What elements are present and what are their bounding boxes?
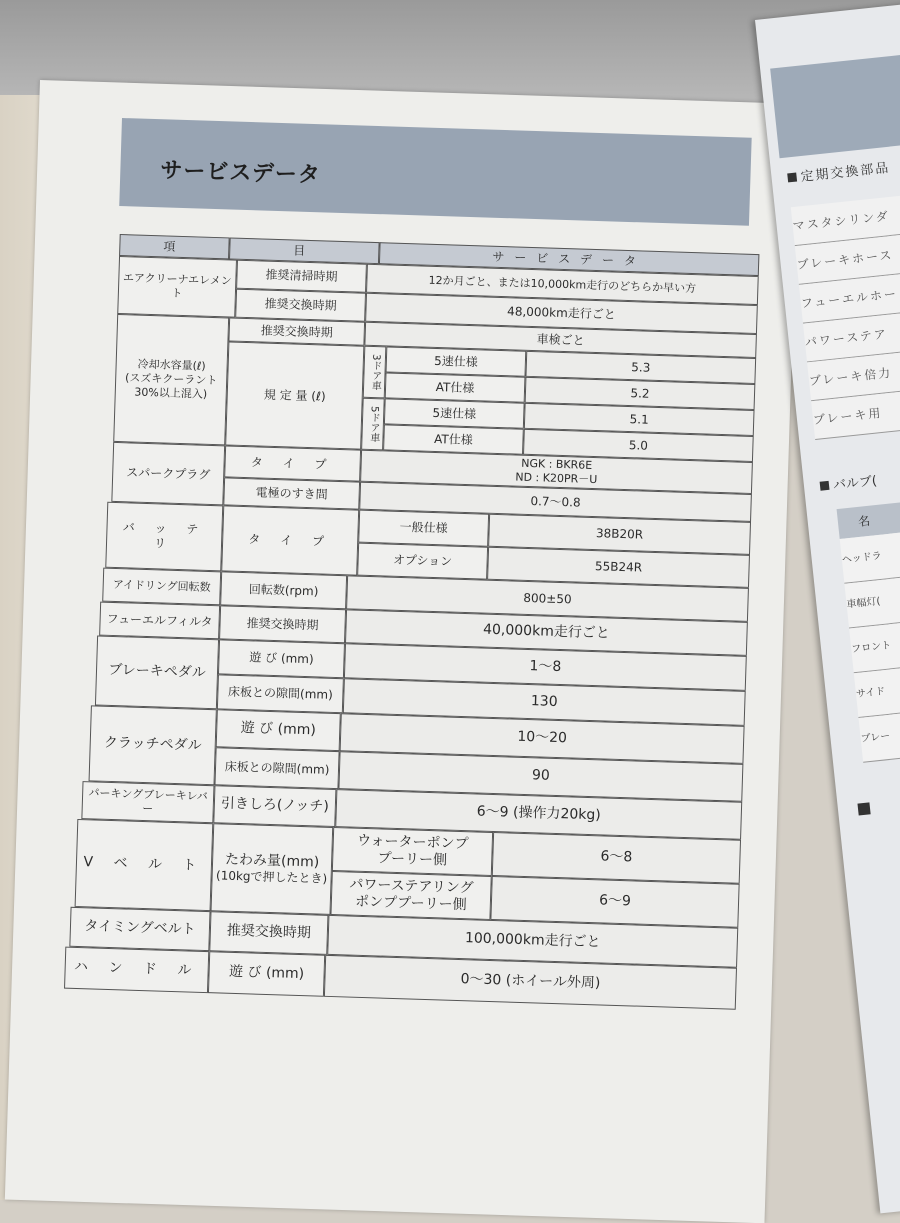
v-belt-ps-value: 6～9 <box>490 876 739 928</box>
v-belt-wp-label <box>332 827 493 876</box>
coolant-replace-value: 車検ごと <box>364 322 757 358</box>
table-row: ブレー <box>859 705 900 762</box>
parking-brake-value: 6～9 (操作力20kg) <box>335 789 742 840</box>
spark-plug-type-value2: ND : K20PR－U <box>515 470 598 487</box>
v-belt-sub-label <box>211 823 334 915</box>
header-item2: 目 <box>229 237 380 264</box>
coolant-label-line1: 冷却水容量(ℓ) <box>137 357 206 374</box>
table-row: ヘッドラ <box>840 526 900 583</box>
coolant-3door <box>363 346 387 399</box>
coolant-5door <box>361 398 385 451</box>
clutch-pedal-floor-value: 90 <box>338 751 743 802</box>
steering-sub-label: 遊 び (mm) <box>208 951 325 997</box>
row-label-air-cleaner: エアクリーナエレメント <box>117 256 237 318</box>
list-item: ブレーキホース <box>795 231 900 284</box>
coolant-3door-mt-label: 5速仕様 <box>386 346 527 376</box>
spark-plug-gap-label: 電極のすき間 <box>223 477 360 509</box>
coolant-5door-at-value: 5.0 <box>523 429 754 462</box>
fuel-filter-sub-label: 推奨交換時期 <box>219 605 346 643</box>
coolant-5door-text: 5ドア車 <box>367 405 380 443</box>
v-belt-sub-line1: たわみ量(mm) <box>224 851 320 871</box>
coolant-3door-text: 3ドア車 <box>369 353 382 391</box>
row-label-steering: ハ ン ド ル <box>64 947 209 994</box>
page-title: サービスデータ <box>159 158 322 189</box>
brake-pedal-play-label: 遊 び (mm) <box>218 639 345 678</box>
spark-plug-gap-value: 0.7～0.8 <box>359 482 752 522</box>
v-belt-wp-line2: プーリー側 <box>377 850 448 869</box>
clutch-pedal-play-label: 遊 び (mm) <box>216 709 341 751</box>
row-label-spark-plug: スパークプラグ <box>111 442 225 505</box>
v-belt-ps-line1: パワーステアリング <box>349 876 474 896</box>
coolant-3door-at-value: 5.2 <box>525 377 756 410</box>
v-belt-ps-line2: ポンププーリー側 <box>354 893 467 914</box>
parking-brake-sub-label: 引きしろ(ノッチ) <box>213 785 336 827</box>
timing-belt-value: 100,000km走行ごと <box>327 915 738 968</box>
table-row: サイド <box>854 661 900 718</box>
spark-plug-type-label: タ イ プ <box>224 445 361 481</box>
brake-pedal-play-value: 1～8 <box>344 643 747 691</box>
table-row: 車幅灯( <box>844 571 900 628</box>
clutch-pedal-play-value: 10～20 <box>340 713 745 764</box>
row-label-parking-brake: パーキングブレーキレバー <box>81 781 214 823</box>
steering-value: 0～30 (ホイール外周) <box>324 955 737 1010</box>
coolant-3door-mt-value: 5.3 <box>525 351 756 384</box>
right-page-title-text: 定期交換部品 <box>799 160 892 186</box>
row-label-v-belt: V ベ ル ト <box>75 819 214 911</box>
air-cleaner-replace-value: 48,000km走行ごと <box>365 293 758 334</box>
coolant-spec-label: 規 定 量 (ℓ) <box>225 341 364 449</box>
v-belt-ps-label <box>330 871 491 920</box>
list-item: ブレーキ用 <box>811 387 900 440</box>
idle-sub-label: 回転数(rpm) <box>220 571 347 609</box>
v-belt-sub-line2: (10kgで押したとき) <box>215 868 328 887</box>
bulb-section-title-text: バルブ( <box>832 473 878 494</box>
row-label-coolant <box>113 314 229 445</box>
air-cleaner-replace-label: 推奨交換時期 <box>235 289 366 322</box>
right-page-title <box>787 157 891 187</box>
row-label-brake-pedal: ブレーキペダル <box>95 635 219 709</box>
battery-std-label: 一般仕様 <box>358 510 489 547</box>
v-belt-wp-line1: ウォーターポンプ <box>356 832 469 852</box>
square-bullet-icon <box>787 173 797 183</box>
air-cleaner-clean-label: 推奨清掃時期 <box>236 260 367 293</box>
coolant-5door-at-label: AT仕様 <box>383 424 524 454</box>
list-item: マスタシリンダ <box>791 193 900 246</box>
coolant-5door-mt-label: 5速仕様 <box>384 398 525 428</box>
coolant-label-line2: (スズキクーラント <box>124 371 218 388</box>
coolant-3door-at-label: AT仕様 <box>385 372 526 402</box>
brake-pedal-floor-value: 130 <box>343 678 746 726</box>
fuel-filter-value: 40,000km走行ごと <box>345 609 748 656</box>
brake-pedal-floor-label: 床板との隙間(mm) <box>217 674 344 713</box>
header-data: サービスデータ <box>379 242 760 276</box>
right-page-header-band <box>770 54 900 158</box>
row-label-fuel-filter: フューエルフィルタ <box>99 602 220 640</box>
battery-opt-label: オプション <box>357 543 488 580</box>
row-label-timing-belt: タイミングベルト <box>69 907 210 951</box>
battery-type-label: タ イ プ <box>221 505 359 575</box>
header-item: 項 <box>119 234 230 259</box>
coolant-replace-label: 推奨交換時期 <box>228 317 365 345</box>
coolant-5door-mt-value: 5.1 <box>524 403 755 436</box>
battery-std-value: 38B20R <box>488 514 751 555</box>
list-item: ブレーキ倍力 <box>807 348 900 401</box>
air-cleaner-clean-value: 12か月ごと、または10,000km走行のどちらか早い方 <box>366 264 759 305</box>
clutch-pedal-floor-label: 床板との隙間(mm) <box>214 747 339 789</box>
service-data-table <box>0 222 880 1029</box>
timing-belt-sub-label: 推奨交換時期 <box>209 911 328 955</box>
row-label-idle: アイドリング回転数 <box>102 568 221 606</box>
coolant-label-line3: 30%以上混入) <box>134 385 208 401</box>
idle-value: 800±50 <box>346 575 749 622</box>
row-label-battery: バ ッ テ リ <box>105 502 223 572</box>
list-item: パワーステア <box>803 309 900 362</box>
battery-opt-value: 55B24R <box>487 547 750 588</box>
spark-plug-type-value1: NGK : BKR6E <box>521 456 593 473</box>
row-label-clutch-pedal: クラッチペダル <box>89 705 217 785</box>
table-row: フロント <box>849 616 900 673</box>
v-belt-wp-value: 6～8 <box>492 832 741 884</box>
list-item: フューエルホー <box>799 270 900 323</box>
bulb-table-header: 名 <box>837 497 900 539</box>
